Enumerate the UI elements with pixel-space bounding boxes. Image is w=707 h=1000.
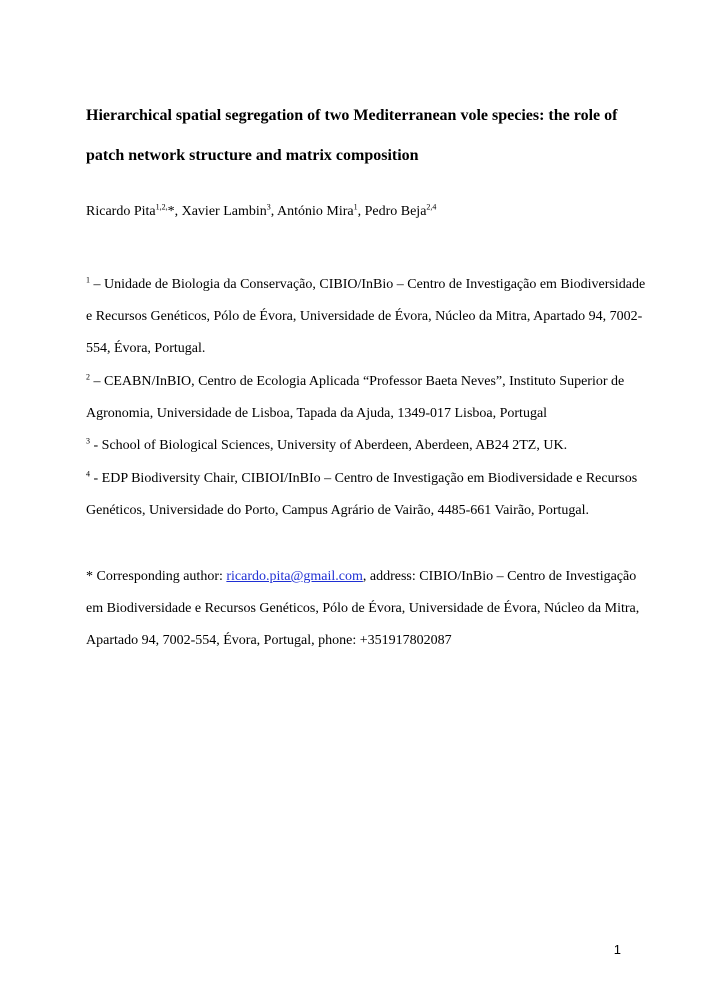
author-affiliation-marker: 2,4	[426, 202, 437, 212]
author-name: Ricardo Pita	[86, 204, 156, 219]
email-link[interactable]: ricardo.pita@gmail.com	[226, 569, 363, 584]
paper-title: Hierarchical spatial segregation of two Mediterranean vole species: the role of patch network structure and matrix composition	[86, 107, 618, 164]
affiliation-text: - School of Biological Sciences, University of Aberdeen, Aberdeen, AB24 2TZ, UK.	[90, 438, 568, 453]
author-affiliation-marker: 1	[353, 202, 358, 212]
affiliation-text: - EDP Biodiversity Chair, CIBIOI/InBIo – Centro de Investigação em Biodiversidade e Recursos Genéticos, Universidade do Porto, Campus Agrário de Vairão, 4485-661 Vairão, Portugal.	[86, 471, 638, 518]
affiliation-number: 4	[86, 469, 90, 479]
corresponding-marker: *	[167, 204, 175, 219]
author-affiliation-marker: 1,2,	[155, 202, 168, 212]
corresponding-prefix: * Corresponding author:	[86, 569, 227, 584]
author-separator: ,	[270, 204, 277, 219]
author-name: António Mira	[276, 204, 354, 219]
corresponding-author	[86, 561, 646, 657]
author-separator: ,	[357, 204, 365, 219]
affiliation-number: 1	[86, 275, 90, 285]
author-affiliation-marker: 3	[266, 202, 271, 212]
affiliation-number: 2	[86, 372, 90, 382]
author-separator: ,	[174, 204, 182, 219]
author-name: Xavier Lambin	[181, 204, 267, 219]
affiliation-text: – Unidade de Biologia da Conservação, CIBIO/InBio – Centro de Investigação em Biodiversidade e Recursos Genéticos, Pólo de Évora, Universidade de Évora, Núcleo da Mitra, Apartado 94, 7002-554, Évora, Portugal.	[86, 277, 646, 356]
affiliation-1	[86, 269, 646, 365]
affiliation-text: – CEABN/InBIO, Centro de Ecologia Aplicada “Professor Baeta Neves”, Instituto Superior de Agronomia, Universidade de Lisboa, Tapada da Ajuda, 1349-017 Lisboa, Portugal	[86, 374, 625, 421]
affiliation-4	[86, 463, 646, 527]
affiliation-number: 3	[86, 436, 90, 446]
author-name: Pedro Beja	[364, 204, 427, 219]
affiliation-3	[86, 430, 646, 462]
corresponding-address: , address: CIBIO/InBio – Centro de Investigação em Biodiversidade e Recursos Genéticos, Pólo de Évora, Universidade de Évora, Núcleo da Mitra, Apartado 94, 7002-554, Évora, Portugal, phone: +351917802087	[86, 569, 640, 648]
author-list	[86, 204, 436, 220]
page-number: 1	[613, 942, 621, 957]
affiliation-2	[86, 366, 646, 430]
